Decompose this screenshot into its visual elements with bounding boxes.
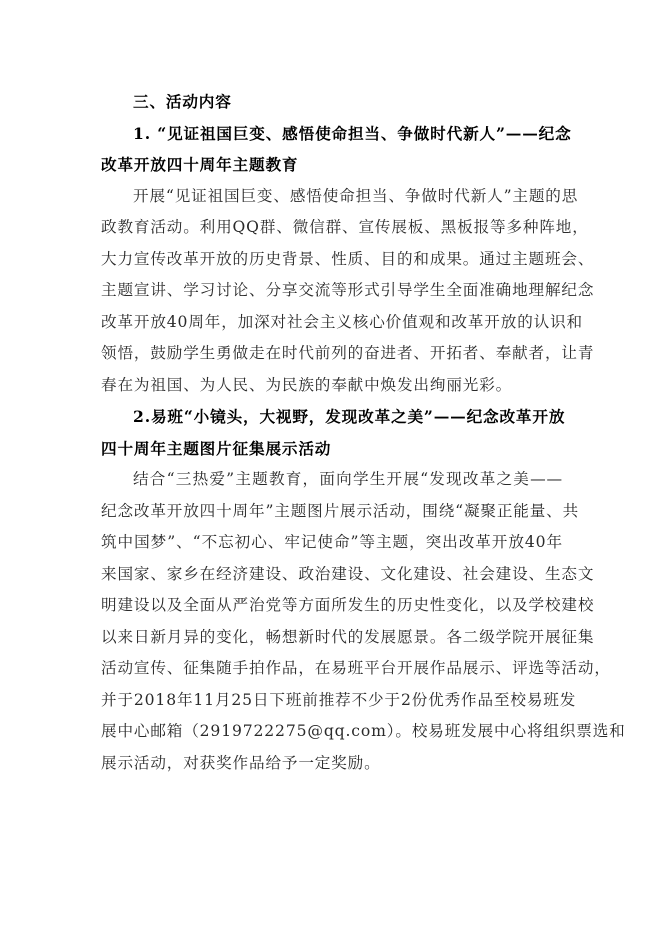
item-2-body-line: 纪念改革开放四十周年”主题图片展示活动，围绕“凝聚正能量、共: [101, 501, 580, 520]
item-1: [101, 118, 595, 402]
item-2-body-line: 活动宣传、征集随手拍作品，在易班平台开展作品展示、评选等活动，: [101, 659, 611, 677]
item-1-body-line: 改革开放40周年，加深对社会主义核心价值观和改革开放的认识和: [101, 312, 583, 331]
item-1-body-line: 春在为祖国、为人民、为民族的奉献中焕发出绚丽光彩。: [101, 375, 513, 394]
item-1-body-line: 大力宣传改革开放的历史背景、性质、目的和成果。通过主题班会、: [101, 249, 595, 268]
item-2-body-line: 展中心邮箱（2919722275@qq.com）。校易班发展中心将组织票选和: [101, 722, 626, 740]
item-2-body-line: 并于2018年11月25日下班前推荐不少于2份优秀作品至校易班发: [101, 690, 577, 709]
item-1-title-line-2: 改革开放四十周年主题教育: [101, 155, 299, 174]
item-1-title-line-1: 1. “见证祖国巨变、感悟使命担当、争做时代新人”——纪念: [133, 123, 572, 143]
item-1-body-line: 政教育活动。利用QQ群、微信群、宣传展板、黑板报等多种阵地，: [101, 218, 589, 236]
item-2: [101, 401, 626, 779]
item-2-body-line: 结合“三热爱”主题教育，面向学生开展“发现改革之美——: [133, 470, 563, 488]
item-1-body-line: 主题宣讲、学习讨论、分享交流等形式引导学生全面准确地理解纪念: [101, 281, 595, 299]
item-2-title-line-2: 四十周年主题图片征集展示活动: [101, 438, 332, 458]
document-content: [101, 86, 626, 779]
item-2-body-line: 明建设以及全面从严治党等方面所发生的历史性变化，以及学校建校: [101, 596, 595, 614]
item-2-title-line-1: 2.易班“小镜头，大视野，发现改革之美”——纪念改革开放: [133, 407, 566, 426]
item-2-body-line: 筑中国梦”、“不忘初心、牢记使命”等主题，突出改革开放40年: [101, 533, 563, 551]
item-2-body-line: 展示活动，对获奖作品给予一定奖励。: [101, 753, 381, 772]
item-2-body-line: 以来日新月异的变化，畅想新时代的发展愿景。各二级学院开展征集: [101, 627, 595, 646]
item-1-body-line: 领悟，鼓励学生勇做走在时代前列的奋进者、开拓者、奉献者，让青: [101, 344, 595, 362]
section-heading: 三、活动内容: [133, 92, 232, 111]
item-1-body-line: 开展“见证祖国巨变、感悟使命担当、争做时代新人”主题的思: [133, 186, 579, 205]
item-2-body-line: 来国家、家乡在经济建设、政治建设、文化建设、社会建设、生态文: [101, 564, 595, 583]
